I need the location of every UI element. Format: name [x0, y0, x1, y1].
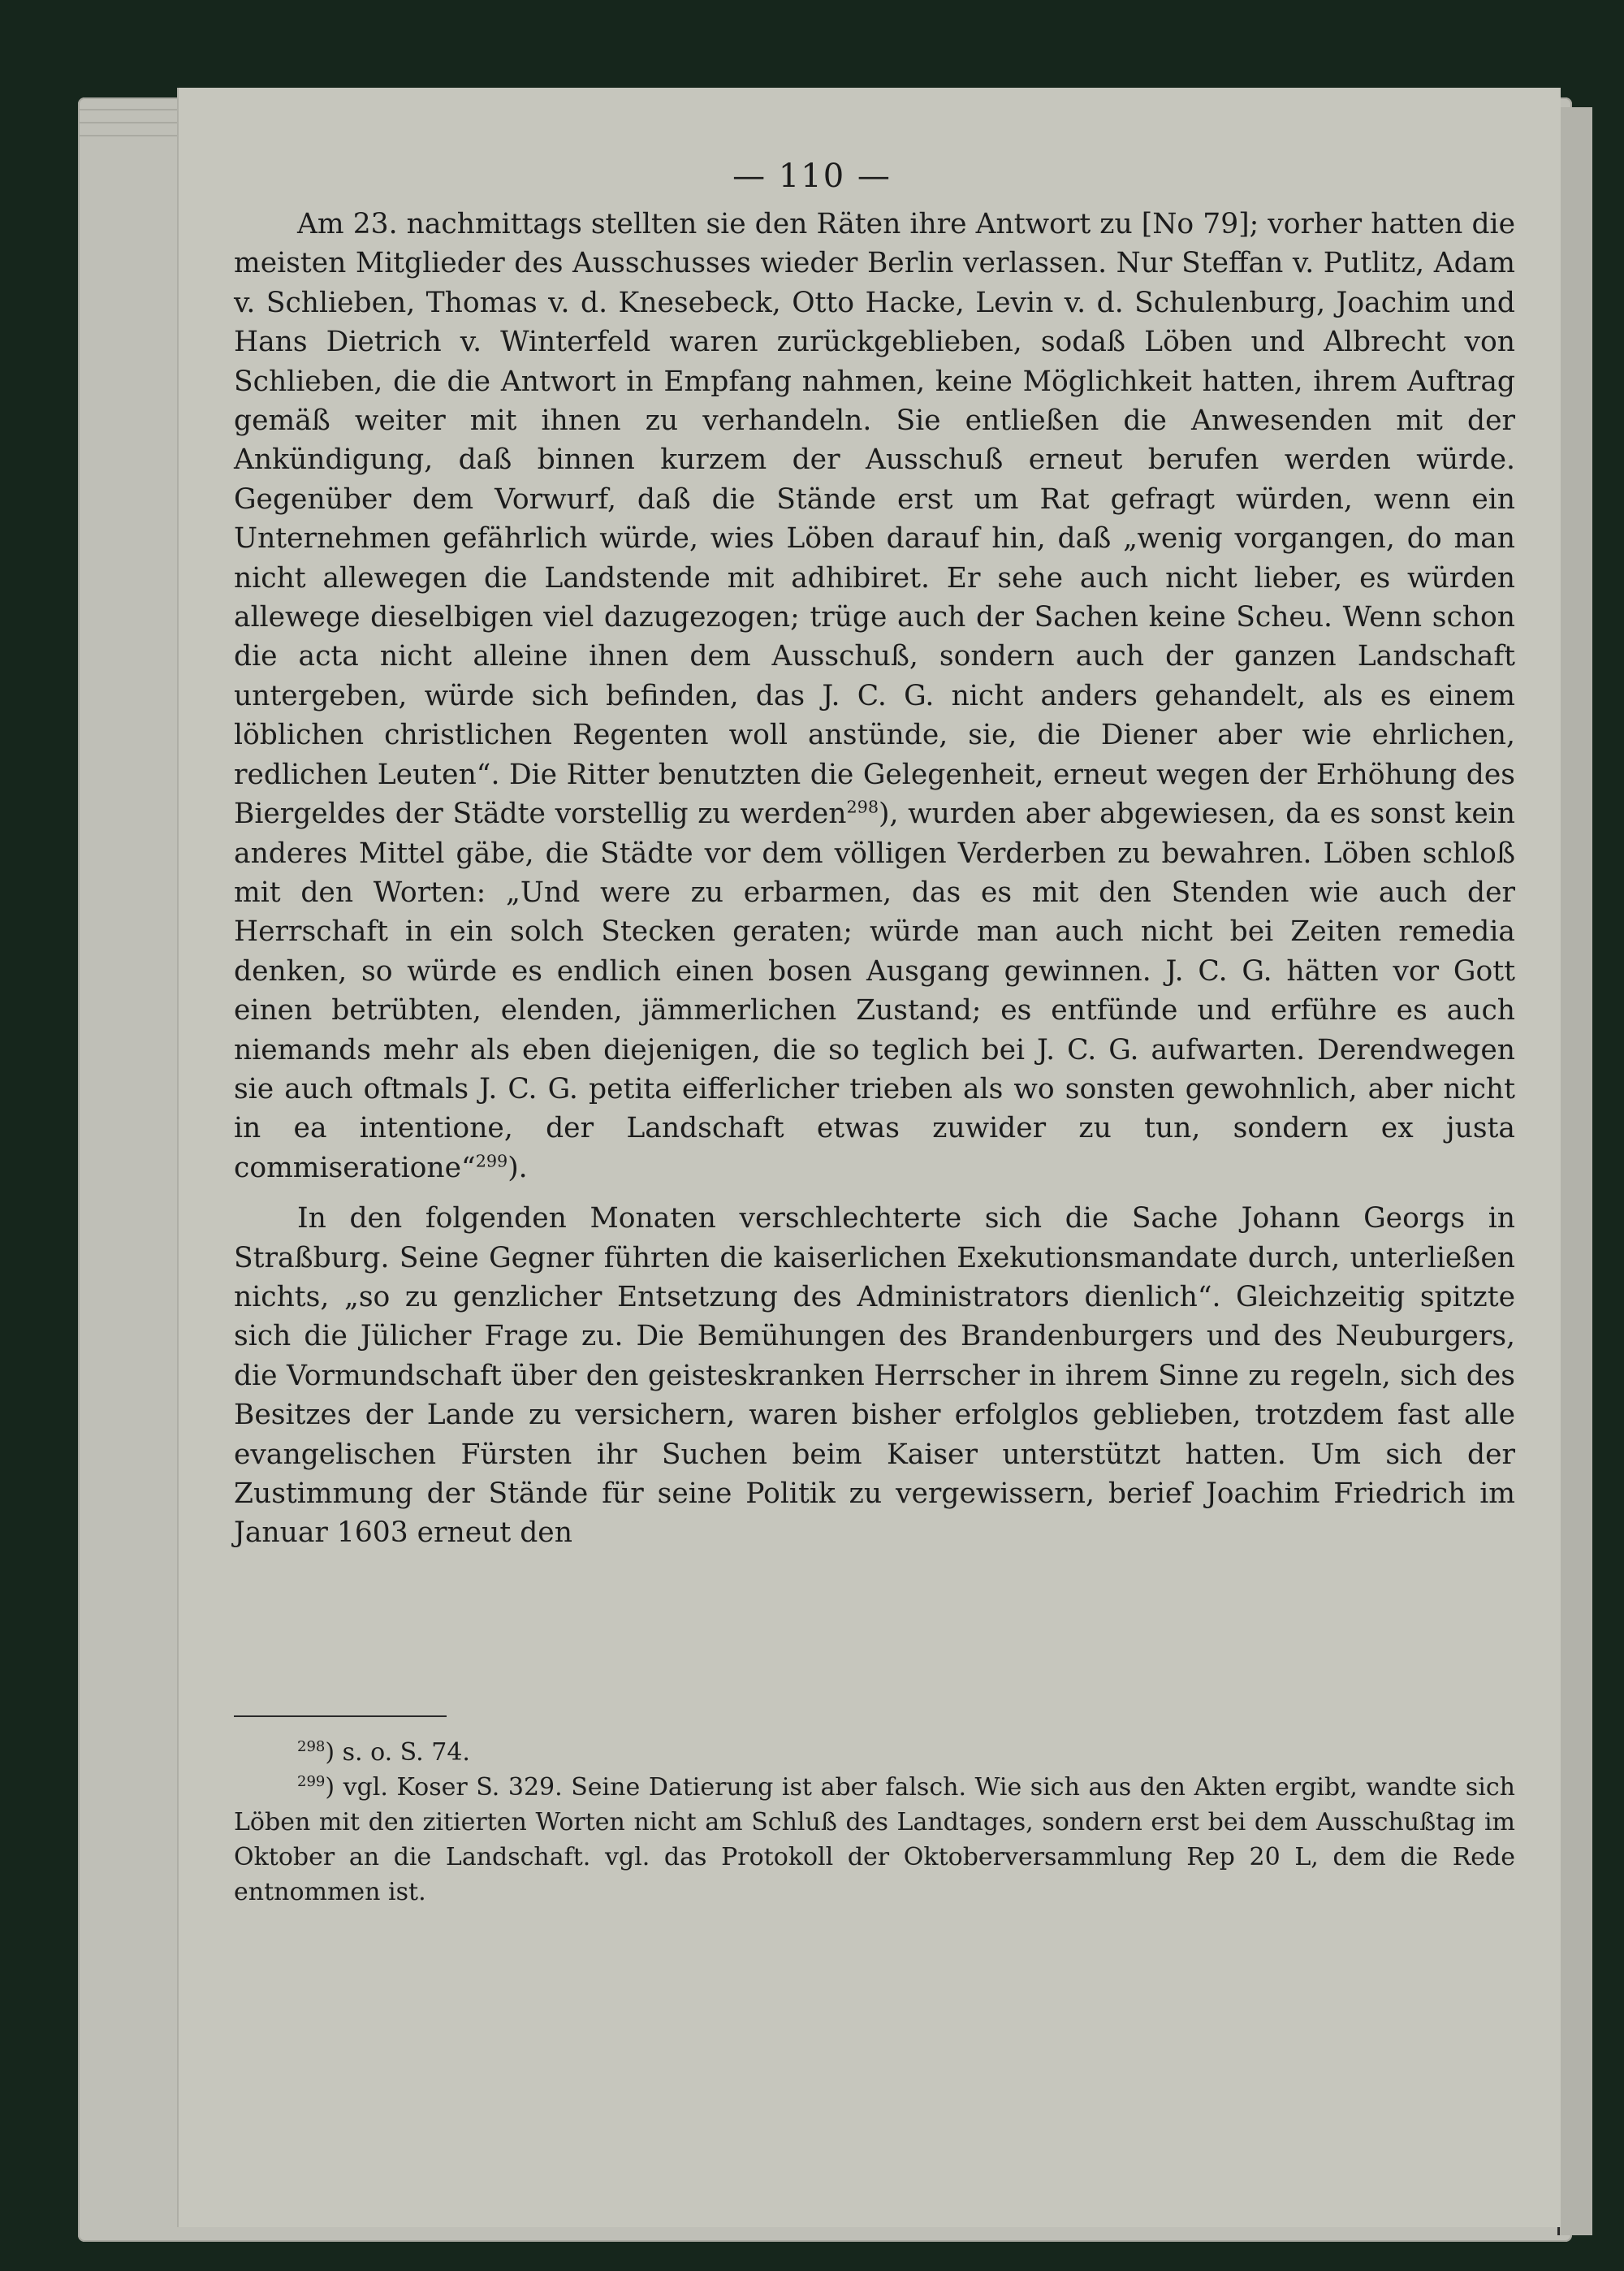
- paragraph-text: Am 23. nachmittags stellten sie den Räten ihre Antwort zu [No 79]; vorher hatten die meisten Mitglieder des Ausschusses wieder Berlin verlassen. Nur Steffan v. Putlitz, Adam v. Schlieben, Thomas v. d. Knesebeck, Otto Hacke, Levin v. d. Schulenburg, Joachim und Hans Dietrich v. Winterfeld waren zurückgeblieben, sodaß Löben und Albrecht von Schlieben, die die Antwort in Empfang nahmen, keine Möglichkeit hatten, ihrem Auftrag gemäß weiter mit ihnen zu verhandeln. Sie entließen die Anwesenden mit der Ankündigung, daß binnen kurzem der Ausschuß erneut berufen werden würde. Gegenüber dem Vorwurf, daß die Stände erst um Rat gefragt würden, wenn ein Unternehmen gefährlich würde, wies Löben darauf hin, daß „wenig vorgangen, do man nicht allewegen die Landstende mit adhibiret. Er sehe auch nicht lieber, es würden allewege dieselbigen viel dazugezogen; trüge auch der Sachen keine Scheu. Wenn schon die acta nicht alleine ihnen dem Ausschuß, sondern auch der ganzen Landschaft untergeben, würde sich befinden, das J. C. G. nicht anders gehandelt, als es einem löblichen christlichen Regenten woll anstünde, sie, die Diener aber wie ehrlichen, redlichen Leuten“. Die Ritter benutzten die Gelegenheit, erneut wegen der Erhöhung des Biergeldes der Städte vorstellig zu werden: [234, 208, 1515, 831]
- footnote-ref: 299: [475, 1151, 508, 1171]
- footnote-divider: [234, 1715, 447, 1717]
- footnote-mark: 299: [297, 1773, 326, 1790]
- paragraph: [234, 1199, 1515, 1553]
- footnote-text: ) s. o. S. 74.: [325, 1738, 470, 1767]
- paragraph-text: ).: [508, 1151, 528, 1184]
- footnotes: [234, 1735, 1515, 1910]
- footnote: [234, 1770, 1515, 1910]
- paragraph-text: In den folgenden Monaten verschlechterte sich die Sache Johann Georgs in Straßburg. Seine Gegner führten die kaiserlichen Exekutionsmandate durch, unterließen nichts, „so zu genzlicher Entsetzung des Administrators dienlich“. Gleichzeitig spitzte sich die Jülicher Frage zu. Die Bemühungen des Brandenburgers und des Neuburgers, die Vormundschaft über den geisteskranken Herrscher in ihrem Sinne zu regeln, sich des Besitzes der Lande zu versichern, waren bisher erfolglos geblieben, trotzdem fast alle evangelischen Fürsten ihr Suchen beim Kaiser unterstützt hatten. Um sich der Zustimmung der Stände für seine Politik zu vergewissern, berief Joachim Friedrich im Januar 1603 erneut den: [234, 1202, 1515, 1550]
- footnote-ref: 298: [846, 797, 879, 817]
- paragraph: [234, 205, 1515, 1187]
- page-number: — 110 —: [732, 158, 892, 195]
- body-text: [234, 205, 1515, 1553]
- footnote-mark: 298: [297, 1738, 326, 1755]
- footnote-text: ) vgl. Koser S. 329. Seine Datierung ist aber falsch. Wie sich aus den Akten ergibt, wandte sich Löben mit den zitierten Worten nicht am Schluß des Landtages, sondern erst bei dem Ausschußtag im Oktober an die Landschaft. vgl. das Protokoll der Oktoberversammlung Rep 20 L, dem die Rede entnommen ist.: [234, 1773, 1515, 1906]
- footnote: [234, 1735, 1515, 1770]
- paragraph-text: ), wurden aber abgewiesen, da es sonst kein anderes Mittel gäbe, die Städte vor dem völligen Verderben zu bewahren. Löben schloß mit den Worten: „Und were zu erbarmen, das es mit den Stenden wie auch der Herrschaft in ein solch Stecken geraten; würde man auch nicht bei Zeiten remedia denken, so würde es endlich einen bosen Ausgang gewinnen. J. C. G. hätten vor Gott einen betrübten, elenden, jämmerlichen Zustand; es entfünde und erführe es auch niemands mehr als eben diejenigen, die so teglich bei J. C. G. aufwarten. Derendwegen sie auch oftmals J. C. G. petita eifferlicher trieben als wo sonsten gewohnlich, aber nicht in ea intentione, der Landschaft etwas zuwider zu tun, sondern ex justa commiseratione“: [234, 798, 1516, 1184]
- facing-page-edge: [1557, 107, 1592, 2235]
